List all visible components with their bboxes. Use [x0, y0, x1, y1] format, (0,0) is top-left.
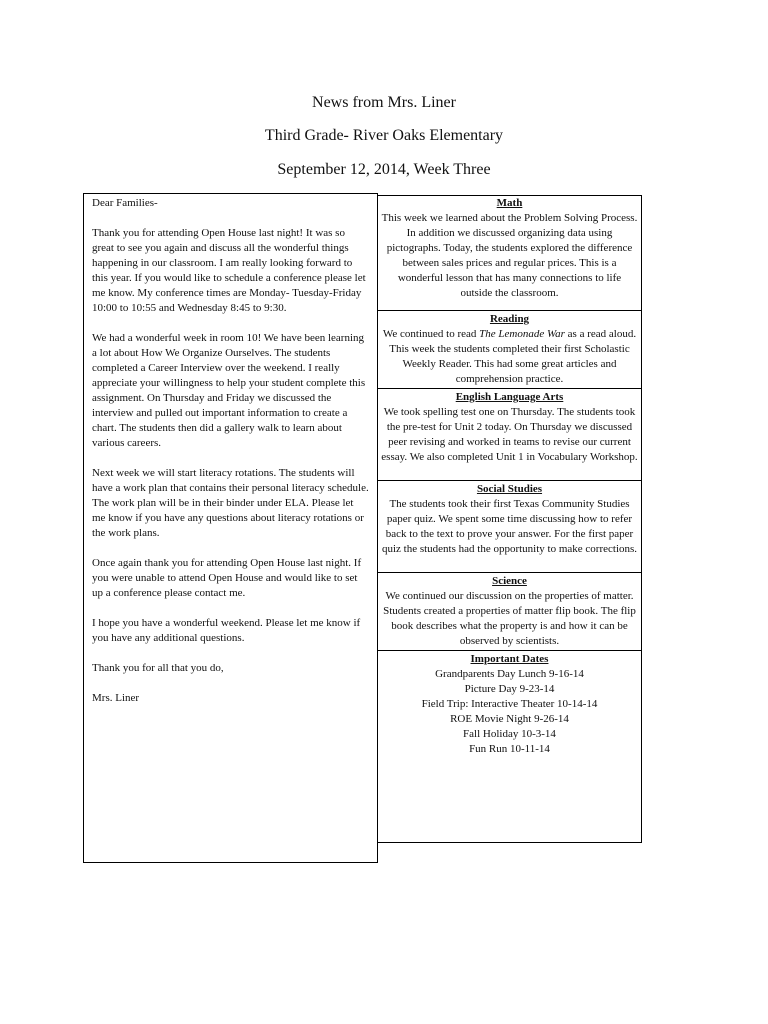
- divider: [378, 650, 641, 651]
- ela-body: We took spelling test one on Thursday. The students took the pre-test for Unit 2 today. On Thursday we discussed peer revising and worked in teams to revise our current essay. We also completed Unit 1 in Vocabulary Workshop.: [381, 406, 638, 463]
- ela-title: English Language Arts: [455, 391, 564, 403]
- reading-body: [381, 327, 638, 387]
- letter-signature: Mrs. Liner: [92, 692, 140, 704]
- newsletter-school: Third Grade- River Oaks Elementary: [264, 127, 504, 144]
- reading-title: Reading: [489, 313, 530, 325]
- date-item: Fall Holiday 10-3-14: [463, 728, 556, 740]
- reading-book-title: The Lemonade War: [479, 328, 565, 340]
- letter-paragraph-3: Next week we will start literacy rotations. The students will have a work plan that contains their personal literacy schedule. The work plan will be in their binder under ELA. Please let me know if you have any questions about literacy rotations or the work plans.: [92, 467, 369, 539]
- date-item: Picture Day 9-23-14: [464, 683, 555, 695]
- social-studies-body: The students took their first Texas Community Studies paper quiz. We spent some time discussing how to refer back to the text to prove your answer. For the first paper quiz the students had the opportunity to make corrections.: [381, 498, 638, 555]
- ela-section: [378, 390, 641, 465]
- reading-section: [378, 312, 641, 387]
- subjects-column: [377, 195, 642, 843]
- social-studies-title: Social Studies: [476, 483, 543, 495]
- letter-paragraph-2: We had a wonderful week in room 10! We have been learning a lot about How We Organize Ourselves. The students completed a Career Interview over the weekend. I really appreciate your willingness to help your student complete this assignment. On Thursday and Friday we discussed the interview and pulled out important information to create a chart. The students then did a gallery walk to learn about various careers.: [92, 332, 366, 449]
- letter-paragraph-1: Thank you for attending Open House last night! It was so great to see you again and discuss all the wonderful things happening in our classroom. I am really looking forward to this year. If you would like to schedule a conference please let me know. My conference times are Monday- Tuesday-Friday 10:00 to 10:55 and Wednesday 8:45 to 9:30.: [92, 227, 366, 314]
- letter-paragraph-4: Once again thank you for attending Open House last night. If you were unable to attend Open House and would like to set up a conference please contact me.: [92, 557, 362, 599]
- newsletter-date: September 12, 2014, Week Three: [277, 161, 491, 178]
- letter-paragraph-5: I hope you have a wonderful weekend. Please let me know if you have any additional questions.: [92, 617, 361, 644]
- reading-body-post: as a read aloud. This week the students completed their first Scholastic Weekly Reader. This had some great articles and comprehension practice.: [389, 328, 637, 385]
- social-studies-section: [378, 482, 641, 557]
- divider: [378, 572, 641, 573]
- important-dates-section: [378, 652, 641, 757]
- math-body: This week we learned about the Problem Solving Process. In addition we discussed organizing data using pictographs. Today, the students explored the difference between sales prices and regular prices. This is a wonderful lesson that has many connections to life outside the classroom.: [381, 212, 638, 299]
- divider: [378, 480, 641, 481]
- date-item: ROE Movie Night 9-26-14: [450, 713, 569, 725]
- math-section: [378, 196, 641, 301]
- letter-closing: Thank you for all that you do,: [92, 662, 224, 674]
- divider: [378, 388, 641, 389]
- science-title: Science: [492, 575, 527, 587]
- important-dates-title: Important Dates: [470, 653, 549, 665]
- math-title: Math: [496, 197, 523, 209]
- date-item: Grandparents Day Lunch 9-16-14: [435, 668, 584, 680]
- letter-greeting: Dear Families-: [92, 197, 158, 209]
- divider: [378, 310, 641, 311]
- newsletter-title: News from Mrs. Liner: [312, 94, 456, 111]
- science-section: [378, 574, 641, 649]
- date-item: Fun Run 10-11-14: [469, 743, 550, 755]
- letter-box: [83, 193, 378, 863]
- date-item: Field Trip: Interactive Theater 10-14-14: [421, 698, 598, 710]
- reading-body-pre: We continued to read: [382, 328, 480, 340]
- science-body: We continued our discussion on the properties of matter. Students created a properties of matter flip book. The flip book describes what the property is and how it can be observed by scientists.: [383, 590, 636, 647]
